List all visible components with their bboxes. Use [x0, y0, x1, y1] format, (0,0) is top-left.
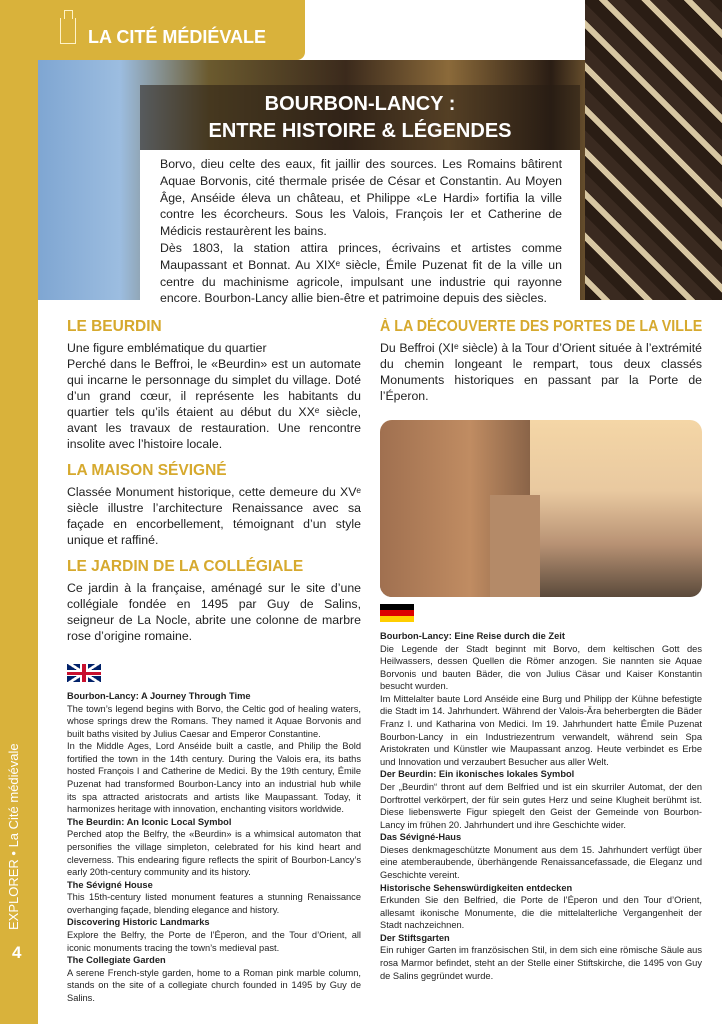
german-flag-icon: [380, 604, 414, 622]
section-heading: LA MAISON SÉVIGNÉ: [67, 462, 227, 479]
translation-heading: Discovering Historic Landmarks: [67, 917, 210, 928]
translation-body: The town’s legend begins with Borvo, the Celtic god of healing waters, whose springs drew the Romans. They named it Aquae Borvonis and built baths visited by Julius Caesar and Emperor Constantine. In the Middle Ages, Lord Anséide built a castle, and Philip the Bold fortified the town in the 14th century. During the Valois era, its baths hosted François I and Catherine de Medici. By the 19th century, Émile Puzenat had transformed Bourbon-Lancy into an industrial hub while its spa attracted aristocrats and artists like Maupassant. Today, it harmonizes heritage with innovation, enchanting visitors worldwide.: [67, 703, 361, 815]
translation-body: Dieses denkmageschützte Monument aus dem 15. Jahrhundert verfügt über eine atemberaubende, überhängende Renaissancefassade, die Eleganz und Geschichte vereint.: [380, 844, 702, 880]
timber-frame-photo: [585, 0, 722, 300]
intro-paragraph: Borvo, dieu celte des eaux, fit jaillir des sources. Les Romains bâtirent Aquae Borvonis, cité thermale prisée de César et Constantin. Au Moyen Âge, Anséide éleva un château, et Philippe «Le Hardi» fortifia la ville contre les écorcheurs. Sous les Valois, François Ier et Catherine de Médicis restaurèrent les bains.: [160, 157, 562, 239]
translation-body: This 15th-century listed monument features a stunning Renaissance overhanging façade, blending elegance and history.: [67, 892, 361, 915]
section-jardin: [67, 558, 361, 644]
title-line-2: ENTRE HISTOIRE & LÉGENDES: [208, 120, 512, 142]
section-body: Une figure emblématique du quartier Perché dans le Beffroi, le «Beurdin» est un automate qui incarne le personnage du simplet du village. Doté d’un grand cœur, il représente les habitants du quartier tels qu’ils étaient au début du XXᵉ siècle, avant les travaux de restauration. Une rencontre insolite avec l’histoire locale.: [67, 341, 361, 451]
section-title: LA CITÉ MÉDIÉVALE: [88, 27, 267, 47]
intro-text: [140, 150, 580, 306]
page-number: 4: [12, 943, 22, 962]
section-sevigne: [67, 462, 361, 548]
translation-heading: The Sévigné House: [67, 879, 153, 890]
uk-flag-icon: [67, 664, 101, 682]
section-heading: LE JARDIN DE LA COLLÉGIALE: [67, 558, 304, 575]
translation-body: Die Legende der Stadt beginnt mit Borvo, dem keltischen Gott des Heilwassers, dessen Quellen die Römer anzogen. Sie nannten sie Aquae Borvonis und bauten Bäder, die von Julius Cäsar und Kaiser Konstantin besucht wurden. Im Mittelalter baute Lord Anséide eine Burg und Philipp der Kühne befestigte die Stadt im 14. Jahrhundert. Während der Valois-Ära beherbergten die Bäder Franz I. und Katharina von Medici. Im 19. Jahrhundert hatte Émile Puzenat Bourbon-Lancy in ein Industriezentrum verwandelt, während sein Spa Aristokraten und Künstler wie Maupassant anzog. Heute verbindet es Erbe und Innovation und verzaubert Besucher aus aller Welt.: [380, 643, 702, 767]
english-translation: [67, 664, 361, 1004]
page-title: [140, 85, 580, 150]
translation-heading: The Collegiate Garden: [67, 955, 166, 966]
translation-body: Ein ruhiger Garten im französischen Stil, in dem sich eine römische Säule aus rosa Marmor befindet, steht an der Stelle einer Stiftskirche, die 1495 von Guy de Salins gegründet wurde.: [380, 945, 702, 981]
translation-body: Explore the Belfry, the Porte de l’Éperon, and the Tour d’Orient, all iconic monuments tracing the town’s medieval past.: [67, 929, 361, 953]
section-body: Du Beffroi (XIᵉ siècle) à la Tour d’Orient située à l’extrémité du chemin longeant le rempart, tous deux classés Monuments historiques en passant par la Porte de l’Éperon.: [380, 341, 702, 403]
section-heading: À LA DÉCOUVERTE DES PORTES DE LA VILLE: [380, 318, 703, 335]
translation-heading: Der Beurdin: Ein ikonisches lokales Symbol: [380, 769, 575, 780]
section-portes: [380, 318, 702, 404]
section-body: Ce jardin à la française, aménagé sur le site d’une collégiale fondée en 1495 par Guy de Salins, seigneur de La Nocle, abrite une colonne de marbre rose d’origine romaine.: [67, 581, 361, 643]
translation-heading: Der Stiftsgarten: [380, 932, 450, 943]
sidebar-label: EXPLORER • La Cité médiévale: [6, 743, 21, 930]
intro-paragraph: Dès 1803, la station attira princes, écrivains et artistes comme Maupassant et Bonnat. Au XIXᵉ siècle, Émile Puzenat fit de la ville un centre du machinisme agricole, impulsant une industrie qui rayonne encore. Bourbon-Lancy allie bien-être et patrimoine depuis des siècles.: [160, 240, 562, 306]
section-header: [0, 0, 305, 60]
translation-body: Perched atop the Belfry, the «Beurdin» is a whimsical automaton that personifies the village simpleton, celebrated for his kind heart and cleverness. This endearing figure reflects the spirit of Bourbon-Lancy’s early 20th-century community and its history.: [67, 829, 361, 878]
title-line-1: BOURBON-LANCY :: [264, 93, 456, 115]
section-beurdin: [67, 318, 361, 452]
ramparts-photo: [380, 420, 702, 597]
church-tower-icon: [60, 18, 76, 44]
section-body: Classée Monument historique, cette demeure du XVᵉ siècle illustre l’architecture Renaissance avec sa façade en encorbellement, témoignant d’un style unique et raffiné.: [67, 485, 361, 547]
translation-heading: The Beurdin: An Iconic Local Symbol: [67, 816, 232, 827]
section-heading: LE BEURDIN: [67, 318, 162, 335]
translation-body: A serene French-style garden, home to a Roman pink marble column, stands on the site of a collegiate church founded in 1495 by Guy de Salins.: [67, 967, 361, 1003]
translation-body: Erkunden Sie den Belfried, die Porte de l’Éperon und den Tour d’Orient, allesamt ikonische Monumente, die die mittelalterliche Vergangenheit der Stadt nachzeichnen.: [380, 895, 702, 931]
translation-heading: Bourbon-Lancy: Eine Reise durch die Zeit: [380, 631, 565, 641]
french-left-column: [67, 318, 361, 654]
french-right-column: [380, 318, 702, 414]
translation-heading: Bourbon-Lancy: A Journey Through Time: [67, 691, 251, 701]
german-translation: [380, 604, 702, 982]
translation-body: Der „Beurdin“ thront auf dem Belfried und ist ein skurriler Automat, der den Dorftrottel verkörpert, der für sein gutes Herz und seine Klugheit berühmt ist. Diese liebenswerte Figur spiegelt den Geist der Gemeinde von Bourbon-Lancy im frühen 20. Jahrhundert und ihre Geschichte wider.: [380, 781, 702, 830]
translation-heading: Historische Sehenswürdigkeiten entdecken: [380, 882, 573, 893]
translation-heading: Das Sévigné-Haus: [380, 832, 462, 843]
